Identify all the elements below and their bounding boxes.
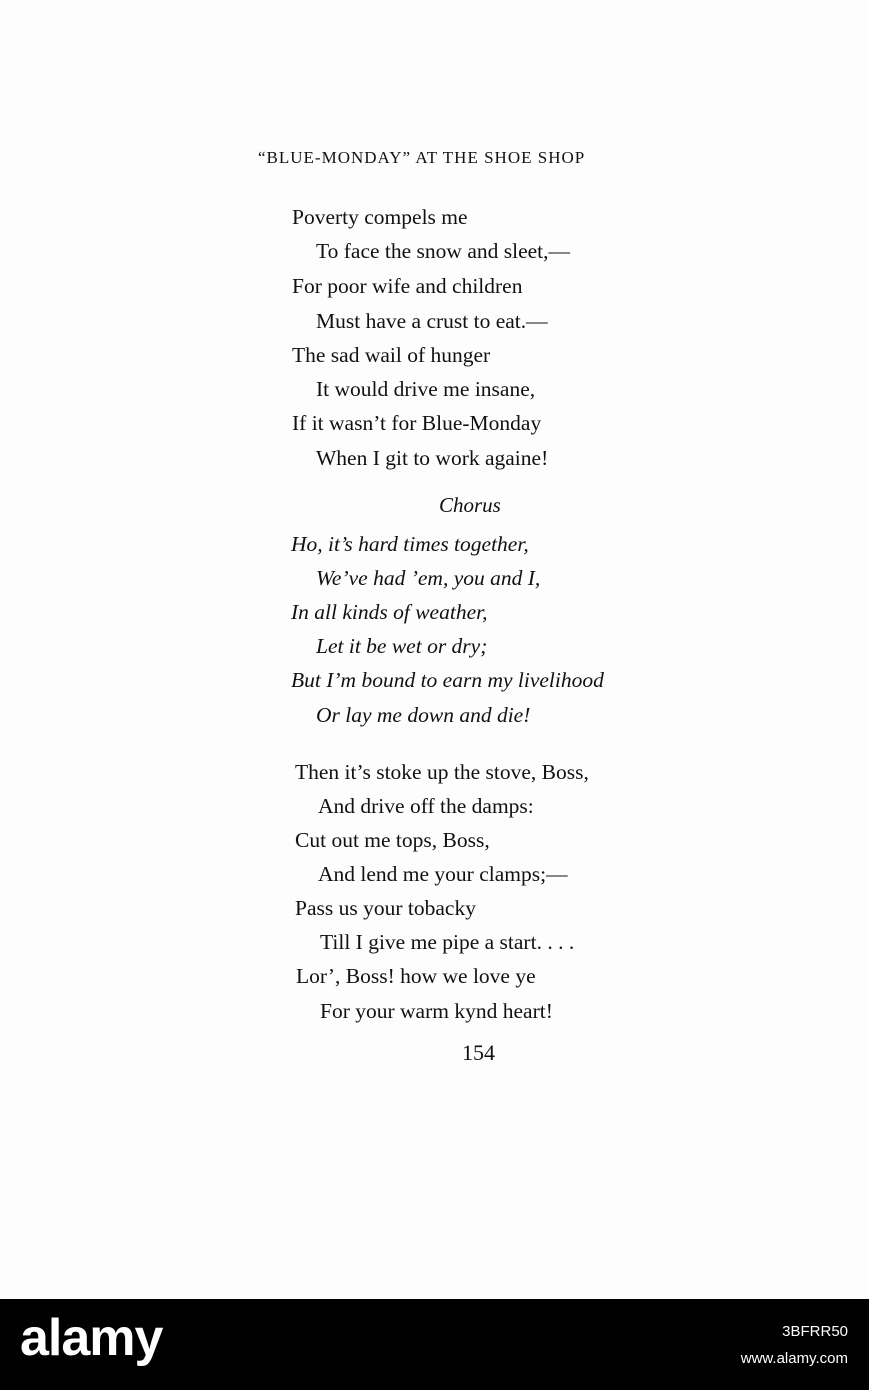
verse-line: Then it’s stoke up the stove, Boss, <box>295 760 589 784</box>
verse-line: If it wasn’t for Blue-Monday <box>292 411 542 435</box>
verse-line: Cut out me tops, Boss, <box>295 828 490 852</box>
verse-line: To face the snow and sleet,— <box>316 239 571 263</box>
chorus-line: Ho, it’s hard times together, <box>291 532 529 556</box>
verse-line: It would drive me insane, <box>316 377 536 401</box>
watermark-url: www.alamy.com <box>740 1350 848 1367</box>
verse-line: When I git to work againe! <box>316 446 549 470</box>
verse-line: For poor wife and children <box>292 274 523 298</box>
watermark-logo: alamy <box>20 1309 163 1367</box>
page-number: 154 <box>462 1040 495 1065</box>
chorus-line: In all kinds of weather, <box>291 600 488 624</box>
chorus-line: But I’m bound to earn my livelihood <box>291 668 604 692</box>
chorus-line: We’ve had ’em, you and I, <box>316 566 541 590</box>
watermark-image-id: 3BFRR50 <box>782 1323 848 1340</box>
verse-line: Lor’, Boss! how we love ye <box>296 964 536 988</box>
chorus-line: Or lay me down and die! <box>316 703 531 727</box>
verse-line: Poverty compels me <box>292 205 468 229</box>
verse-line: And lend me your clamps;— <box>318 862 568 886</box>
chorus-line: Let it be wet or dry; <box>316 634 488 658</box>
verse-line: Pass us your tobacky <box>295 896 476 920</box>
verse-line: The sad wail of hunger <box>292 343 491 367</box>
running-head: “BLUE-MONDAY” AT THE SHOE SHOP <box>258 148 586 167</box>
chorus-heading: Chorus <box>439 493 501 517</box>
verse-line: Till I give me pipe a start. . . . <box>320 930 575 954</box>
verse-line: And drive off the damps: <box>318 794 534 818</box>
verse-line: Must have a crust to eat.— <box>316 309 548 333</box>
verse-line: For your warm kynd heart! <box>320 999 553 1023</box>
